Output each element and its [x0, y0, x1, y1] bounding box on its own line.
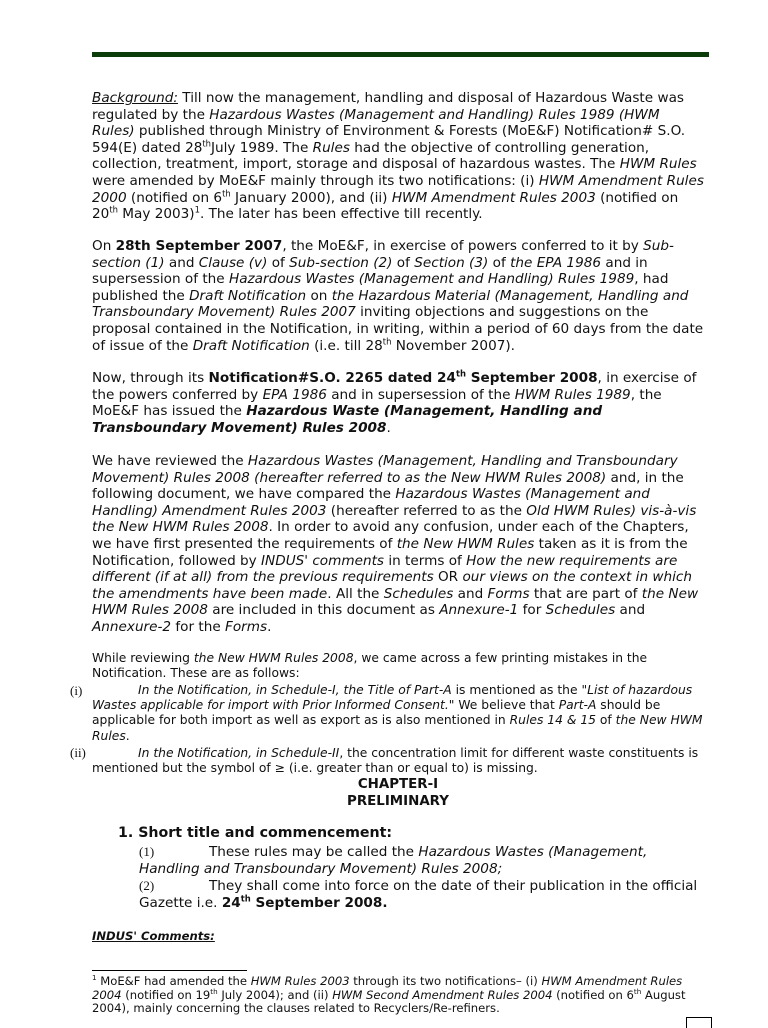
mistake-2-text: In the Notification, in Schedule-II, the concentration limit for different waste constituents is mentioned but the symbol of ≥ (i.e. greater than or equal to) is missing.	[92, 746, 699, 776]
page-number-box	[686, 1017, 712, 1028]
rule-1-1: (1) These rules may be called the Hazardous Wastes (Management, Handling and Transboundary Movement) Rules 2008;	[139, 844, 648, 877]
notification-2008-paragraph: Now, through its Notification#S.O. 2265 dated 24th September 2008, in exercise of the powers conferred by EPA 1986 and in supersession of the HWM Rules 1989, the MoE&F has issued the Hazardous Waste (Management, Handling and Transboundary Movement) Rules 2008.	[92, 368, 697, 436]
section-1-heading: 1. Short title and commencement:	[118, 825, 393, 841]
mistake-1-number: (i)	[70, 683, 83, 698]
indus-comments-label: INDUS' Comments:	[92, 929, 215, 943]
footnote-1: $^1$ MoE&F had amended the HWM Rules 2003 through its two notifications– (i) HWM Amendment Rules 2004 (notified on 19th July 2004); and (ii) HWM Second Amendment Rules 2004 (notified on 6th August 2004), mainly concerning the clauses related to Recyclers/Re-refiners.	[92, 973, 686, 1016]
printing-mistakes-intro: While reviewing the New HWM Rules 2008, we came across a few printing mistakes in the Notification. These are as follows:	[92, 651, 648, 681]
chapter-subtitle: PRELIMINARY	[347, 794, 449, 809]
mistake-1-text: In the Notification, in Schedule-I, the Title of Part-A is mentioned as the "List of hazardous Wastes applicable for import with Prior Informed Consent." We believe that Part-A should be applicable for both import as well as export as is also mentioned in Rules 14 & 15 of the New HWM Rules.	[92, 683, 703, 743]
mistake-2-number: (ii)	[70, 745, 86, 760]
header-rule	[92, 52, 709, 57]
draft-notification-paragraph: On 28th September 2007, the MoE&F, in exercise of powers conferred to it by Sub-section (1) and Clause (v) of Sub-section (2) of Section (3) of the EPA 1986 and in supersession of the Hazardous Wastes (Management and Handling) Rules 1989, had published the Draft Notification on the Hazardous Material (Management, Handling and Transboundary Movement) Rules 2007 inviting objections and suggestions on the proposal contained in the Notification, in writing, within a period of 60 days from the date of issue of the Draft Notification (i.e. till 28th November 2007).	[92, 238, 704, 354]
footnote-reference[interactable]: 1	[194, 204, 200, 215]
footnote-separator	[92, 970, 247, 971]
review-paragraph: We have reviewed the Hazardous Wastes (Management, Handling and Transboundary Movement) Rules 2008 (hereafter referred to as the New HWM Rules 2008) and, in the following document, we have compared the Hazardous Wastes (Management and Handling) Amendment Rules 2003 (hereafter referred to as the Old HWM Rules) vis-à-vis the New HWM Rules 2008. In order to avoid any confusion, under each of the Chapters, we have first presented the requirements of the New HWM Rules taken as it is from the Notification, followed by INDUS' comments in terms of How the new requirements are different (if at all) from the previous requirements OR our views on the context in which the amendments have been made. All the Schedules and Forms that are part of the New HWM Rules 2008 are included in this document as Annexure-1 for Schedules and Annexure-2 for the Forms.	[92, 453, 699, 635]
chapter-title: CHAPTER-I	[357, 777, 439, 792]
rule-1-2-number: (2)	[139, 878, 155, 893]
rule-1-2: (2) They shall come into force on the date of their publication in the official Gazette i.e. 24th September 2008.	[139, 878, 698, 911]
rule-1-1-number: (1)	[139, 844, 155, 859]
background-paragraph: Background: Till now the management, handling and disposal of Hazardous Waste was regulated by the Hazardous Wastes (Management and Handling) Rules 1989 (HWM Rules) published through Ministry of Environment & Forests (MoE&F) Notification# S.O. 594(E) dated 28thJuly 1989. The Rules had the objective of controlling generation, collection, treatment, import, storage and disposal of hazardous wastes. The HWM Rules were amended by MoE&F mainly through its two notifications: (i) HWM Amendment Rules 2000 (notified on 6th January 2000), and (ii) HWM Amendment Rules 2003 (notified on 20th May 2003)$^1$. The later has been effective till recently.	[92, 90, 704, 223]
